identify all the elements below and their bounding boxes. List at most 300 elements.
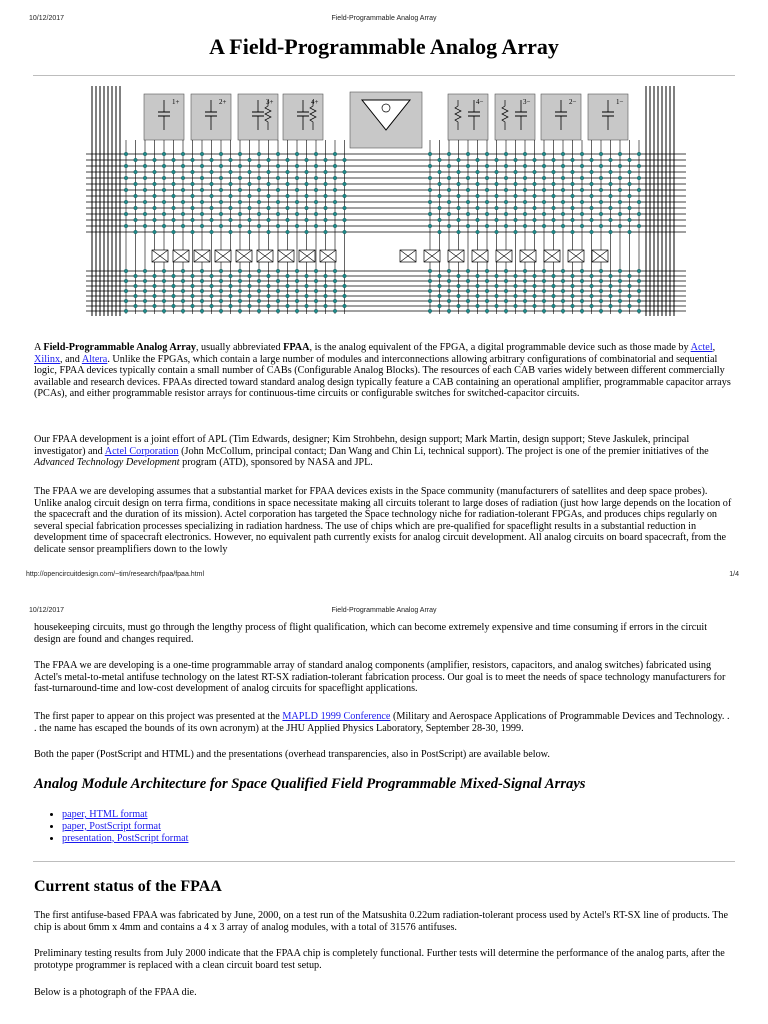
antifuse-dot: [191, 218, 195, 222]
antifuse-dot: [504, 309, 508, 313]
antifuse-dot: [590, 218, 594, 222]
antifuse-dot: [552, 218, 556, 222]
antifuse-dot: [295, 299, 299, 303]
antifuse-dot: [219, 212, 223, 216]
antifuse-dot: [495, 218, 499, 222]
antifuse-dot: [143, 212, 147, 216]
antifuse-dot: [571, 170, 575, 174]
antifuse-dot: [504, 279, 508, 283]
antifuse-dot: [571, 158, 575, 162]
antifuse-dot: [447, 299, 451, 303]
antifuse-dot: [276, 289, 280, 293]
antifuse-dot: [457, 284, 461, 288]
antifuse-dot: [305, 158, 309, 162]
antifuse-dot: [542, 164, 546, 168]
antifuse-dot: [618, 188, 622, 192]
antifuse-dot: [580, 200, 584, 204]
antifuse-dot: [504, 212, 508, 216]
antifuse-dot: [457, 158, 461, 162]
link-mapld-conference[interactable]: MAPLD 1999 Conference: [282, 711, 391, 722]
antifuse-dot: [495, 230, 499, 234]
antifuse-dot: [485, 200, 489, 204]
antifuse-dot: [124, 289, 128, 293]
antifuse-dot: [324, 294, 328, 298]
antifuse-dot: [210, 182, 214, 186]
link-actel[interactable]: Actel: [690, 342, 713, 353]
antifuse-dot: [428, 164, 432, 168]
antifuse-dot: [286, 294, 290, 298]
antifuse-dot: [590, 304, 594, 308]
list-item: [62, 809, 188, 821]
status-paragraph-testing: Preliminary testing results from July 2000 indicate that the FPAA chip is completely functional. Further tests will determine the performance of the analog parts, after the prototype programmer is replaced with a clean circuit board test setup.: [34, 948, 725, 971]
antifuse-dot: [295, 164, 299, 168]
antifuse-dot: [324, 194, 328, 198]
antifuse-dot: [267, 230, 271, 234]
antifuse-dot: [485, 212, 489, 216]
antifuse-dot: [238, 200, 242, 204]
antifuse-dot: [219, 279, 223, 283]
antifuse-dot: [542, 176, 546, 180]
antifuse-dot: [134, 294, 138, 298]
antifuse-dot: [333, 188, 337, 192]
antifuse-dot: [229, 206, 233, 210]
antifuse-dot: [571, 182, 575, 186]
antifuse-dot: [618, 164, 622, 168]
antifuse-dot: [286, 304, 290, 308]
antifuse-dot: [542, 269, 546, 273]
link-altera[interactable]: Altera: [81, 353, 108, 365]
antifuse-dot: [257, 212, 261, 216]
antifuse-dot: [618, 200, 622, 204]
antifuse-dot: [523, 269, 527, 273]
antifuse-dot: [533, 294, 537, 298]
antifuse-dot: [191, 194, 195, 198]
antifuse-dot: [314, 164, 318, 168]
antifuse-dot: [267, 274, 271, 278]
antifuse-dot: [504, 299, 508, 303]
antifuse-dot: [438, 218, 442, 222]
antifuse-dot: [457, 170, 461, 174]
antifuse-dot: [257, 269, 261, 273]
antifuse-dot: [248, 304, 252, 308]
antifuse-dot: [533, 206, 537, 210]
antifuse-dot: [637, 224, 641, 228]
antifuse-dot: [153, 170, 157, 174]
antifuse-dot: [238, 309, 242, 313]
antifuse-dot: [609, 274, 613, 278]
antifuse-dot: [609, 182, 613, 186]
antifuse-dot: [257, 152, 261, 156]
antifuse-dot: [143, 200, 147, 204]
antifuse-dot: [257, 164, 261, 168]
antifuse-dot: [514, 206, 518, 210]
antifuse-dot: [210, 284, 214, 288]
antifuse-dot: [305, 206, 309, 210]
antifuse-dot: [210, 170, 214, 174]
antifuse-dot: [191, 304, 195, 308]
antifuse-dot: [143, 289, 147, 293]
antifuse-dot: [267, 304, 271, 308]
antifuse-dot: [248, 194, 252, 198]
antifuse-dot: [618, 212, 622, 216]
antifuse-dot: [324, 284, 328, 288]
antifuse-dot: [485, 164, 489, 168]
antifuse-dot: [333, 224, 337, 228]
antifuse-dot: [172, 274, 176, 278]
antifuse-dot: [438, 206, 442, 210]
otp-array-paragraph: The FPAA we are developing is a one-time programmable array of standard analog components (amplifier, resistors, capacitors, and analog switches) fabricated using Actel's metal-to-metal antifuse technology on the latest RT-SX radiation-tolerant fabrication process. Our goal is to meet the needs of space technology manufacturers for fast-turnaround-time and low-cost development of analog circuits for spaceflight applications.: [34, 660, 726, 695]
antifuse-dot: [143, 188, 147, 192]
antifuse-dot: [561, 188, 565, 192]
antifuse-dot: [552, 170, 556, 174]
antifuse-dot: [153, 284, 157, 288]
antifuse-dot: [514, 218, 518, 222]
antifuse-dot: [618, 152, 622, 156]
antifuse-dot: [219, 176, 223, 180]
antifuse-dot: [580, 176, 584, 180]
antifuse-dot: [305, 274, 309, 278]
antifuse-dot: [267, 158, 271, 162]
antifuse-dot: [447, 224, 451, 228]
antifuse-dot: [200, 309, 204, 313]
antifuse-dot: [552, 304, 556, 308]
antifuse-dot: [447, 309, 451, 313]
antifuse-dot: [219, 299, 223, 303]
antifuse-dot: [628, 284, 632, 288]
antifuse-dot: [229, 194, 233, 198]
antifuse-dot: [552, 158, 556, 162]
antifuse-dot: [514, 182, 518, 186]
antifuse-dot: [447, 188, 451, 192]
antifuse-dot: [134, 230, 138, 234]
antifuse-dot: [124, 188, 128, 192]
print-title: Field-Programmable Analog Array: [331, 607, 437, 614]
antifuse-dot: [143, 224, 147, 228]
antifuse-dot: [191, 230, 195, 234]
antifuse-dot: [571, 218, 575, 222]
antifuse-dot: [504, 289, 508, 293]
antifuse-dot: [162, 176, 166, 180]
antifuse-dot: [523, 309, 527, 313]
antifuse-dot: [599, 152, 603, 156]
antifuse-dot: [162, 309, 166, 313]
antifuse-dot: [485, 279, 489, 283]
antifuse-dot: [172, 284, 176, 288]
antifuse-dot: [305, 304, 309, 308]
antifuse-dot: [210, 230, 214, 234]
antifuse-dot: [599, 200, 603, 204]
antifuse-dot: [343, 206, 347, 210]
antifuse-dot: [485, 224, 489, 228]
page1-print-footer: [0, 571, 768, 585]
antifuse-dot: [485, 269, 489, 273]
antifuse-dot: [305, 170, 309, 174]
antifuse-dot: [267, 170, 271, 174]
antifuse-dot: [552, 194, 556, 198]
antifuse-dot: [153, 274, 157, 278]
antifuse-dot: [286, 182, 290, 186]
antifuse-dot: [514, 274, 518, 278]
antifuse-dot: [599, 279, 603, 283]
paper-title-heading: Analog Module Architecture for Space Qualified Field Programmable Mixed-Signal Arrays: [34, 776, 586, 792]
antifuse-dot: [172, 194, 176, 198]
antifuse-dot: [219, 309, 223, 313]
antifuse-dot: [172, 304, 176, 308]
antifuse-dot: [580, 212, 584, 216]
antifuse-dot: [495, 284, 499, 288]
antifuse-dot: [514, 170, 518, 174]
antifuse-dot: [466, 212, 470, 216]
antifuse-dot: [476, 304, 480, 308]
antifuse-dot: [172, 294, 176, 298]
antifuse-dot: [542, 224, 546, 228]
antifuse-dot: [238, 152, 242, 156]
antifuse-dot: [248, 170, 252, 174]
antifuse-dot: [514, 230, 518, 234]
antifuse-dot: [153, 230, 157, 234]
antifuse-dot: [485, 176, 489, 180]
antifuse-dot: [286, 284, 290, 288]
antifuse-dot: [466, 176, 470, 180]
antifuse-dot: [428, 200, 432, 204]
antifuse-dot: [495, 206, 499, 210]
antifuse-dot: [124, 212, 128, 216]
antifuse-dot: [324, 274, 328, 278]
antifuse-dot: [466, 279, 470, 283]
antifuse-dot: [333, 164, 337, 168]
antifuse-dot: [295, 224, 299, 228]
antifuse-dot: [447, 269, 451, 273]
page-title: A Field-Programmable Analog Array: [209, 34, 559, 59]
antifuse-dot: [333, 269, 337, 273]
antifuse-dot: [438, 274, 442, 278]
antifuse-dot: [343, 158, 347, 162]
antifuse-dot: [618, 309, 622, 313]
antifuse-dot: [200, 164, 204, 168]
antifuse-dot: [637, 289, 641, 293]
antifuse-dot: [580, 309, 584, 313]
antifuse-dot: [248, 274, 252, 278]
antifuse-dot: [438, 284, 442, 288]
antifuse-dot: [257, 309, 261, 313]
antifuse-dot: [333, 309, 337, 313]
antifuse-dot: [438, 194, 442, 198]
antifuse-dot: [333, 299, 337, 303]
antifuse-dot: [428, 212, 432, 216]
antifuse-dot: [628, 230, 632, 234]
antifuse-dot: [153, 158, 157, 162]
antifuse-dot: [181, 164, 185, 168]
antifuse-dot: [181, 279, 185, 283]
antifuse-dot: [343, 284, 347, 288]
print-url: http://opencircuitdesign.com/~tim/research/fpaa/fpaa.html: [26, 571, 205, 578]
antifuse-dot: [580, 299, 584, 303]
antifuse-dot: [637, 212, 641, 216]
antifuse-dot: [248, 182, 252, 186]
antifuse-dot: [286, 170, 290, 174]
antifuse-dot: [143, 279, 147, 283]
antifuse-dot: [637, 269, 641, 273]
antifuse-dot: [267, 218, 271, 222]
antifuse-dot: [466, 289, 470, 293]
link-xilinx[interactable]: Xilinx: [34, 353, 61, 365]
print-page-number: 1/4: [729, 571, 739, 578]
antifuse-dot: [124, 269, 128, 273]
antifuse-dot: [210, 218, 214, 222]
antifuse-dot: [476, 230, 480, 234]
antifuse-dot: [552, 230, 556, 234]
antifuse-dot: [457, 194, 461, 198]
antifuse-dot: [324, 182, 328, 186]
antifuse-dot: [476, 274, 480, 278]
antifuse-dot: [561, 200, 565, 204]
antifuse-dot: [210, 206, 214, 210]
antifuse-dot: [124, 152, 128, 156]
link-paper-postscript[interactable]: paper, PostScript format: [62, 820, 161, 832]
antifuse-dot: [495, 304, 499, 308]
antifuse-dot: [162, 299, 166, 303]
antifuse-dot: [286, 158, 290, 162]
divider: [33, 861, 735, 862]
antifuse-dot: [181, 188, 185, 192]
link-actel-corporation[interactable]: Actel Corporation: [104, 445, 179, 457]
antifuse-dot: [134, 194, 138, 198]
antifuse-dot: [229, 284, 233, 288]
antifuse-dot: [134, 274, 138, 278]
antifuse-dot: [476, 170, 480, 174]
antifuse-dot: [428, 269, 432, 273]
link-paper-html[interactable]: paper, HTML format: [62, 809, 148, 820]
list-item: [62, 833, 188, 845]
antifuse-dot: [333, 200, 337, 204]
antifuse-dot: [438, 158, 442, 162]
antifuse-dot: [276, 224, 280, 228]
antifuse-dot: [276, 309, 280, 313]
antifuse-dot: [552, 182, 556, 186]
antifuse-dot: [295, 212, 299, 216]
antifuse-dot: [428, 299, 432, 303]
antifuse-dot: [476, 194, 480, 198]
antifuse-dot: [495, 158, 499, 162]
antifuse-dot: [590, 206, 594, 210]
antifuse-dot: [124, 299, 128, 303]
antifuse-dot: [504, 188, 508, 192]
antifuse-dot: [200, 152, 204, 156]
antifuse-dot: [314, 279, 318, 283]
antifuse-dot: [618, 269, 622, 273]
antifuse-dot: [295, 176, 299, 180]
antifuse-dot: [523, 164, 527, 168]
antifuse-dot: [295, 279, 299, 283]
antifuse-dot: [571, 206, 575, 210]
antifuse-dot: [637, 299, 641, 303]
antifuse-dot: [447, 200, 451, 204]
antifuse-dot: [295, 289, 299, 293]
antifuse-dot: [628, 194, 632, 198]
antifuse-dot: [533, 158, 537, 162]
module-label: 3−: [523, 98, 531, 106]
antifuse-dot: [267, 182, 271, 186]
antifuse-dot: [143, 164, 147, 168]
antifuse-dot: [428, 188, 432, 192]
antifuse-dot: [561, 176, 565, 180]
link-presentation-postscript[interactable]: presentation, PostScript format: [62, 832, 189, 844]
antifuse-dot: [229, 230, 233, 234]
antifuse-dot: [229, 304, 233, 308]
antifuse-dot: [457, 182, 461, 186]
antifuse-dot: [466, 224, 470, 228]
antifuse-dot: [134, 158, 138, 162]
antifuse-dot: [628, 274, 632, 278]
mapld-paragraph: The first paper to appear on this project was presented at the MAPLD 1999 Conference (Military and Aerospace Applications of Programmable Devices and Technology. . . the name has escaped the bounds of its own acronym) at the JHU Applied Physics Laboratory, September 28-30, 1999.: [34, 711, 730, 734]
antifuse-dot: [599, 269, 603, 273]
antifuse-dot: [523, 152, 527, 156]
antifuse-dot: [637, 279, 641, 283]
antifuse-dot: [599, 164, 603, 168]
antifuse-dot: [618, 299, 622, 303]
antifuse-dot: [590, 274, 594, 278]
module-label: 2+: [219, 98, 227, 106]
antifuse-dot: [495, 194, 499, 198]
antifuse-dot: [314, 269, 318, 273]
antifuse-dot: [637, 176, 641, 180]
antifuse-dot: [476, 294, 480, 298]
antifuse-dot: [542, 200, 546, 204]
antifuse-dot: [200, 224, 204, 228]
antifuse-dot: [267, 206, 271, 210]
antifuse-dot: [238, 289, 242, 293]
antifuse-dot: [333, 152, 337, 156]
antifuse-dot: [305, 284, 309, 288]
antifuse-dot: [637, 309, 641, 313]
antifuse-dot: [542, 289, 546, 293]
antifuse-dot: [447, 212, 451, 216]
antifuse-dot: [276, 212, 280, 216]
antifuse-dot: [438, 182, 442, 186]
antifuse-dot: [628, 158, 632, 162]
antifuse-dot: [124, 309, 128, 313]
antifuse-dot: [552, 284, 556, 288]
antifuse-dot: [523, 176, 527, 180]
antifuse-dot: [571, 274, 575, 278]
antifuse-dot: [143, 176, 147, 180]
antifuse-dot: [609, 206, 613, 210]
antifuse-dot: [599, 176, 603, 180]
antifuse-dot: [561, 224, 565, 228]
antifuse-dot: [428, 176, 432, 180]
antifuse-dot: [248, 230, 252, 234]
antifuse-dot: [257, 176, 261, 180]
antifuse-dot: [305, 294, 309, 298]
antifuse-dot: [162, 289, 166, 293]
antifuse-dot: [162, 200, 166, 204]
antifuse-dot: [200, 188, 204, 192]
antifuse-dot: [447, 152, 451, 156]
antifuse-dot: [552, 206, 556, 210]
antifuse-dot: [219, 289, 223, 293]
antifuse-dot: [637, 200, 641, 204]
antifuse-dot: [181, 299, 185, 303]
antifuse-dot: [267, 284, 271, 288]
antifuse-dot: [238, 212, 242, 216]
antifuse-dot: [248, 218, 252, 222]
status-paragraph-photo: Below is a photograph of the FPAA die.: [34, 987, 197, 998]
antifuse-dot: [172, 206, 176, 210]
antifuse-dot: [295, 152, 299, 156]
antifuse-dot: [571, 230, 575, 234]
divider: [33, 75, 735, 76]
antifuse-dot: [343, 304, 347, 308]
